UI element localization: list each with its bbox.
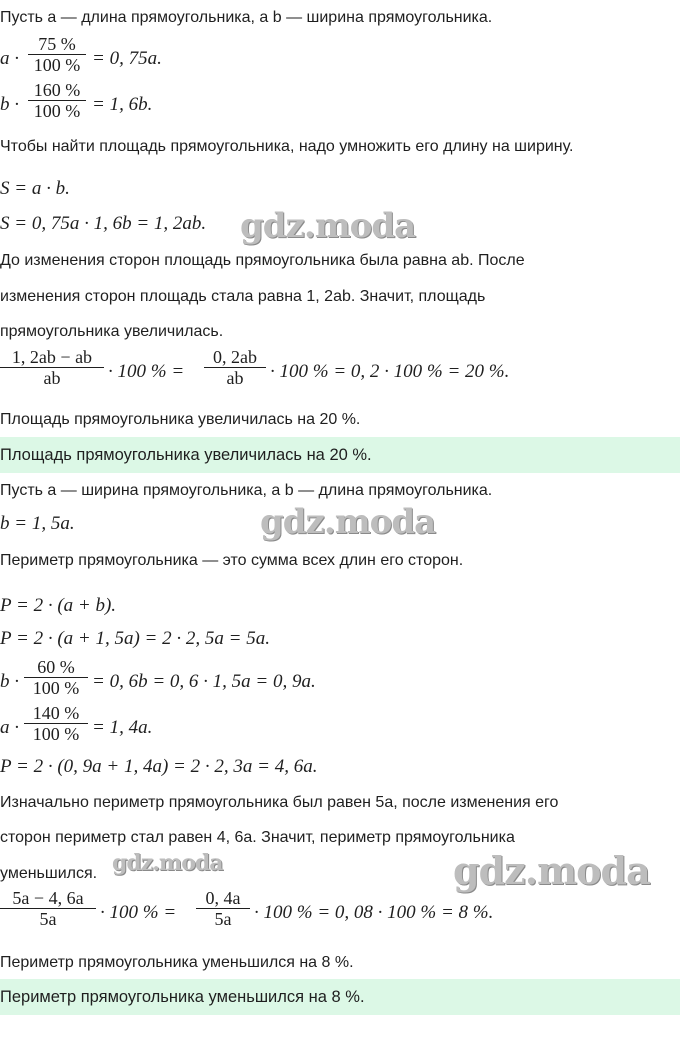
s1-result: Площадь прямоугольника увеличилась на 20 %. xyxy=(0,411,361,428)
s1-answer-box xyxy=(0,437,680,473)
s2-f2-num: 140 % xyxy=(32,703,80,723)
s1-calc-num2: 0, 2ab xyxy=(213,347,257,367)
s1-calc-mid: · 100 % = xyxy=(108,361,185,382)
s2-answer-box xyxy=(0,979,680,1015)
s1-rule: Чтобы найти площадь прямоугольника, надо умножить его длину на ширину. xyxy=(0,138,574,155)
s1-answer-text: Площадь прямоугольника увеличилась на 20 %. xyxy=(0,446,372,464)
s2-answer-text: Периметр прямоугольника уменьшился на 8 %. xyxy=(0,988,365,1006)
s2-f2-fraction xyxy=(24,703,88,744)
s1-calc-num1: 1, 2ab − ab xyxy=(11,347,93,367)
s2-calc-fraction2 xyxy=(196,888,250,929)
s1-eq2: S = 0, 75a · 1, 6b = 1, 2ab. xyxy=(0,213,207,234)
s2-f2-post: = 1, 4a. xyxy=(92,717,153,738)
s2-f1-den: 100 % xyxy=(32,678,80,698)
s2-eq2: P = 2 · (a + 1, 5a) = 2 · 2, 5a = 5a. xyxy=(0,628,270,649)
s1-calc-fraction1 xyxy=(0,347,104,388)
s2-f1-fraction xyxy=(24,657,88,698)
s1-calc-fraction2 xyxy=(204,347,266,388)
s2-calc-num2: 0, 4a xyxy=(205,888,241,908)
s2-f1-num: 60 % xyxy=(37,657,75,677)
s2-f2-pre: a · xyxy=(0,717,19,738)
s1-calc-den1: ab xyxy=(43,368,61,388)
s2-calc-fraction1 xyxy=(0,888,96,929)
s2-eq0: b = 1, 5a. xyxy=(0,513,75,534)
s1-para-line1: До изменения сторон площадь прямоугольника была равна ab. После xyxy=(0,252,525,269)
s1-f1-post: = 0, 75a. xyxy=(92,48,162,69)
s2-f1-pre: b · xyxy=(0,671,19,692)
s1-f1-num: 75 % xyxy=(38,34,76,54)
s2-para-line2: сторон периметр стал равен 4, 6a. Значит, периметр прямоугольника xyxy=(0,829,515,846)
s1-eq1: S = a · b. xyxy=(0,178,70,199)
watermark-4: gdz.moda xyxy=(453,848,650,893)
s1-f2-fraction xyxy=(28,80,86,121)
s1-f2-post: = 1, 6b. xyxy=(92,94,153,115)
s2-rule: Периметр прямоугольника — это сумма всех длин его сторон. xyxy=(0,552,464,569)
watermark-2: gdz.moda xyxy=(260,502,436,542)
s1-f2-num: 160 % xyxy=(33,80,81,100)
s2-calc-den1: 5a xyxy=(39,909,57,929)
s2-calc-den2: 5a xyxy=(214,909,232,929)
s2-result: Периметр прямоугольника уменьшился на 8 %. xyxy=(0,954,354,971)
s1-para-line2: изменения сторон площадь стала равна 1, 2ab. Значит, площадь xyxy=(0,288,486,305)
s1-intro: Пусть a — длина прямоугольника, а b — ширина прямоугольника. xyxy=(0,9,493,26)
s2-eq1: P = 2 · (a + b). xyxy=(0,595,117,616)
s1-f1-den: 100 % xyxy=(33,55,81,75)
s2-para-line1: Изначально периметр прямоугольника был равен 5a, после изменения его xyxy=(0,794,559,811)
s2-para-line3: уменьшился. xyxy=(0,865,98,882)
s1-calc-den2: ab xyxy=(226,368,244,388)
s2-calc-num1: 5a − 4, 6a xyxy=(12,888,84,908)
s2-f2-den: 100 % xyxy=(32,724,80,744)
watermark-3: gdz.moda xyxy=(112,850,223,876)
watermark-1: gdz.moda xyxy=(240,206,416,246)
s2-calc-mid: · 100 % = xyxy=(100,902,177,923)
s1-f2-pre: b · xyxy=(0,94,19,115)
s2-intro: Пусть a — ширина прямоугольника, а b — длина прямоугольника. xyxy=(0,482,493,499)
s2-f1-post: = 0, 6b = 0, 6 · 1, 5a = 0, 9a. xyxy=(92,671,316,692)
s1-para-line3: прямоугольника увеличилась. xyxy=(0,323,224,340)
s1-f1-pre: a · xyxy=(0,48,19,69)
s1-f2-den: 100 % xyxy=(33,101,81,121)
s1-calc-post: · 100 % = 0, 2 · 100 % = 20 %. xyxy=(270,361,510,382)
s2-eq3: P = 2 · (0, 9a + 1, 4a) = 2 · 2, 3a = 4, 6a. xyxy=(0,756,318,777)
s1-f1-fraction xyxy=(28,34,86,75)
s2-calc-post: · 100 % = 0, 08 · 100 % = 8 %. xyxy=(254,902,494,923)
